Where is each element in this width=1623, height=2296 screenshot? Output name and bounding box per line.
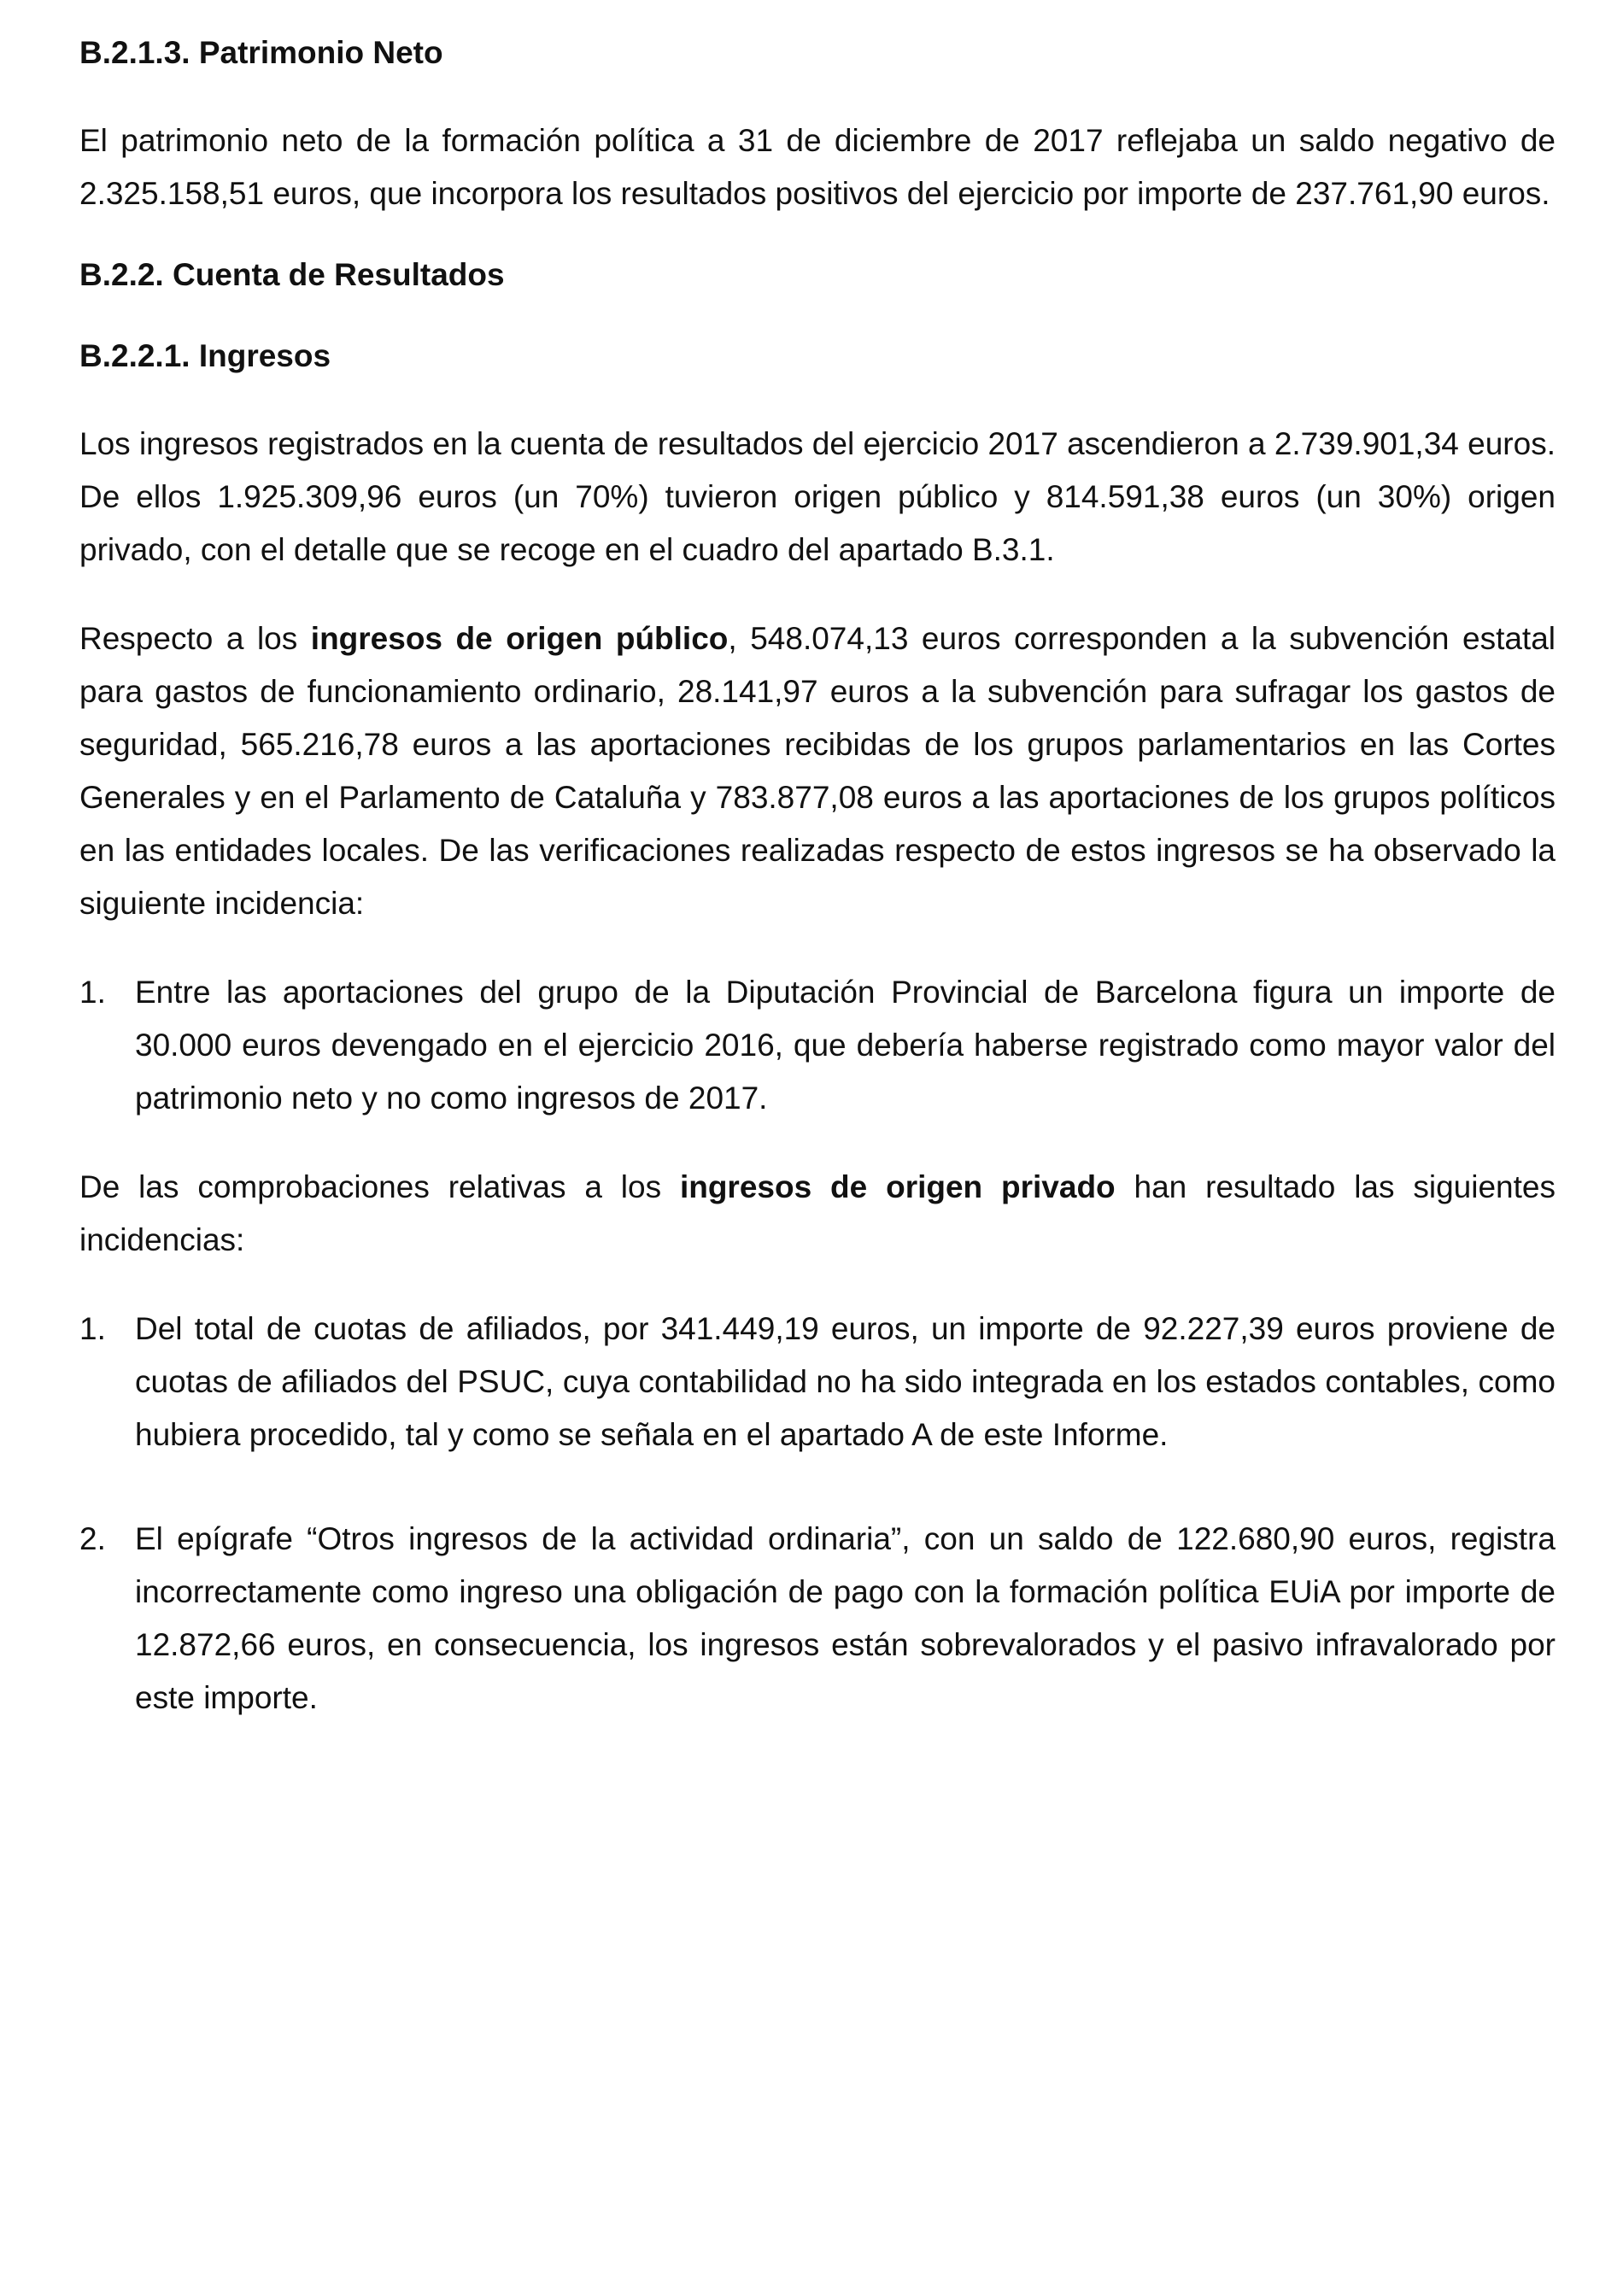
- paragraph-ingresos-publicos: [79, 612, 1556, 930]
- paragraph-ingresos-total: Los ingresos registrados en la cuenta de resultados del ejercicio 2017 ascendieron a 2.739.901,34 euros. De ellos 1.925.309,96 euros (un 70%) tuvieron origen público y 814.591,38 euros (un 30%) origen privado, con el detalle que se recoge en el cuadro del apartado B.3.1.: [79, 426, 1556, 568]
- list-item-number: 2.: [79, 1521, 106, 1557]
- heading-patrimonio-neto: B.2.1.3. Patrimonio Neto: [79, 35, 443, 70]
- paragraph-patrimonio-neto: El patrimonio neto de la formación política a 31 de diciembre de 2017 reflejaba un saldo negativo de 2.325.158,51 euros, que incorpora los resultados positivos del ejercicio por importe de 237.761,90 euros.: [79, 123, 1556, 212]
- paragraph-ingresos-privados: [79, 1161, 1556, 1267]
- list-item-text: El epígrafe “Otros ingresos de la actividad ordinaria”, con un saldo de 122.680,90 euros, registra incorrectamente como ingreso una obligación de pago con la formación política EUiA por importe de 12.872,66 euros, en consecuencia, los ingresos están sobrevalorados y el pasivo infravalorado por este importe.: [135, 1521, 1556, 1716]
- heading-ingresos: B.2.2.1. Ingresos: [79, 337, 331, 373]
- list-item: [79, 1513, 1556, 1725]
- list-item-number: 1.: [79, 1311, 106, 1347]
- paragraph-ingresos-publicos-prefix: Respecto a los: [79, 621, 311, 657]
- list-item-number: 1.: [79, 975, 106, 1010]
- list-item: [79, 966, 1556, 1125]
- heading-cuenta-resultados: B.2.2. Cuenta de Resultados: [79, 257, 505, 293]
- document-page: [79, 34, 1556, 1760]
- list-item-text: Del total de cuotas de afiliados, por 341.449,19 euros, un importe de 92.227,39 euros proviene de cuotas de afiliados del PSUC, cuya contabilidad no ha sido integrada en los estados contables, como hubiera procedido, tal y como se señala en el apartado A de este Informe.: [135, 1311, 1556, 1453]
- list-item-text: Entre las aportaciones del grupo de la Diputación Provincial de Barcelona figura un importe de 30.000 euros devengado en el ejercicio 2016, que debería haberse registrado como mayor valor del patrimonio neto y no como ingresos de 2017.: [135, 975, 1556, 1116]
- paragraph-ingresos-privados-suffix: han resultado las siguientes incidencias:: [79, 1169, 1556, 1258]
- public-incidences-list: [79, 966, 1556, 1125]
- paragraph-ingresos-privados-bold: ingresos de origen privado: [679, 1169, 1116, 1205]
- paragraph-ingresos-publicos-suffix: , 548.074,13 euros corresponden a la subvención estatal para gastos de funcionamiento ordinario, 28.141,97 euros a la subvención para sufragar los gastos de seguridad, 565.216,78 euros a las aportaciones recibidas de los grupos parlamentarios en las Cortes Generales y en el Parlamento de Cataluña y 783.877,08 euros a las aportaciones de los grupos políticos en las entidades locales. De las verificaciones realizadas respecto de estos ingresos se ha observado la siguiente incidencia:: [79, 621, 1556, 922]
- paragraph-ingresos-privados-prefix: De las comprobaciones relativas a los: [79, 1169, 680, 1205]
- list-item: [79, 1303, 1556, 1461]
- paragraph-ingresos-publicos-bold: ingresos de origen público: [310, 621, 729, 657]
- private-incidences-list: [79, 1303, 1556, 1725]
